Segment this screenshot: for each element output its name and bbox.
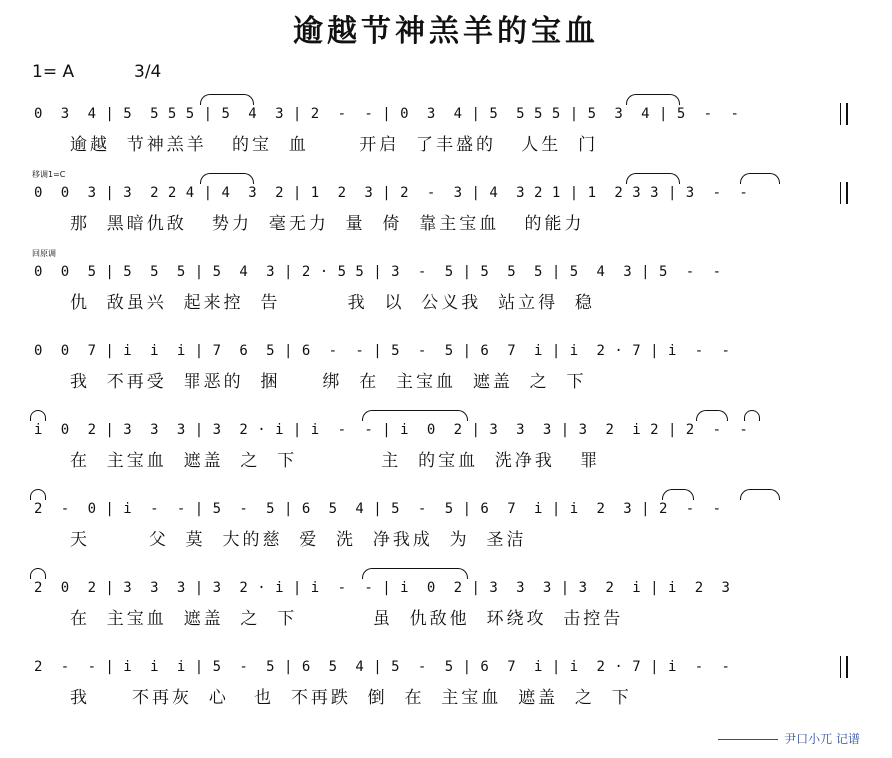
notation-line: 2 - 0 | i - - | 5 - 5 | 6 5 4 | 5 - 5 | 6 7 i | i 2 3 | 2 - - bbox=[34, 501, 722, 517]
return-key-label: 回原调 bbox=[32, 249, 56, 258]
credit-text: 尹口小兀 记谱 bbox=[784, 732, 860, 746]
lyric-line: 天 父 莫 大的慈 爱 洗 净我成 为 圣洁 bbox=[70, 530, 527, 550]
lyric-line: 逾越 节神羔羊 的宝 血 开启 了丰盛的 人生 门 bbox=[70, 135, 599, 155]
tie-mark bbox=[626, 94, 680, 105]
tie-mark bbox=[30, 568, 46, 579]
tie-mark bbox=[362, 568, 468, 579]
notation-line: 2 0 2 | 3 3 3 | 3 2 · i | i - - | i 0 2 | 3 3 3 | 3 2 i | i 2 3 bbox=[34, 580, 731, 596]
time-signature: 3/4 bbox=[134, 62, 162, 82]
tie-mark bbox=[200, 173, 254, 184]
credit-dash bbox=[718, 739, 778, 740]
notation-line: 0 0 3 | 3 2 2 4 | 4 3 2 | 1 2 3 | 2 - 3 | 4 3 2 1 | 1 2 3 3 | 3 - - bbox=[34, 185, 749, 201]
lyric-line: 仇 敌虽兴 起来控 告 我 以 公义我 站立得 稳 bbox=[70, 293, 595, 313]
tie-mark bbox=[30, 489, 46, 500]
modulation-label: 移调1=C bbox=[32, 170, 66, 179]
score-system bbox=[0, 497, 892, 575]
tie-mark bbox=[662, 489, 694, 500]
score-system bbox=[0, 576, 892, 654]
lyric-line: 在 主宝血 遮盖 之 下 虽 仇敌他 环绕攻 击控告 bbox=[70, 609, 624, 629]
tie-mark bbox=[740, 173, 780, 184]
score-system bbox=[0, 339, 892, 417]
key-signature: 1= A bbox=[32, 62, 75, 82]
song-title: 逾越节神羔羊的宝血 bbox=[293, 14, 599, 49]
notation-line: 0 0 5 | 5 5 5 | 5 4 3 | 2 · 5 5 | 3 - 5 | 5 5 5 | 5 4 3 | 5 - - bbox=[34, 264, 722, 280]
final-barline bbox=[840, 182, 848, 204]
score-system bbox=[0, 170, 892, 259]
score-system bbox=[0, 102, 892, 180]
tie-mark bbox=[740, 489, 780, 500]
tie-mark bbox=[626, 173, 680, 184]
tie-mark bbox=[200, 94, 254, 105]
tie-mark bbox=[696, 410, 728, 421]
notation-line: 0 0 7 | i i i | 7 6 5 | 6 - - | 5 - 5 | 6 7 i | i 2 · 7 | i - - bbox=[34, 343, 731, 359]
lyric-line: 那 黑暗仇敌 势力 毫无力 量 倚 靠主宝血 的能力 bbox=[70, 214, 585, 234]
final-barline bbox=[840, 656, 848, 678]
tie-mark bbox=[30, 410, 46, 421]
score-system bbox=[0, 249, 892, 338]
transcriber-credit bbox=[718, 730, 860, 747]
notation-line: 0 3 4 | 5 5 5 5 | 5 4 3 | 2 - - | 0 3 4 | 5 5 5 5 | 5 3 4 | 5 - - bbox=[34, 106, 740, 122]
notation-line: 2 - - | i i i | 5 - 5 | 6 5 4 | 5 - 5 | 6 7 i | i 2 · 7 | i - - bbox=[34, 659, 731, 675]
tie-mark bbox=[744, 410, 760, 421]
lyric-line: 在 主宝血 遮盖 之 下 主 的宝血 洗净我 罪 bbox=[70, 451, 601, 471]
score-system bbox=[0, 418, 892, 496]
final-barline bbox=[840, 103, 848, 125]
notation-line: i 0 2 | 3 3 3 | 3 2 · i | i - - | i 0 2 | 3 3 3 | 3 2 i 2 | 2 - - bbox=[34, 422, 749, 438]
tie-mark bbox=[362, 410, 468, 421]
lyric-line: 我 不再灰 心 也 不再跌 倒 在 主宝血 遮盖 之 下 bbox=[70, 688, 632, 708]
lyric-line: 我 不再受 罪恶的 捆 绑 在 主宝血 遮盖 之 下 bbox=[70, 372, 587, 392]
score-system bbox=[0, 655, 892, 733]
